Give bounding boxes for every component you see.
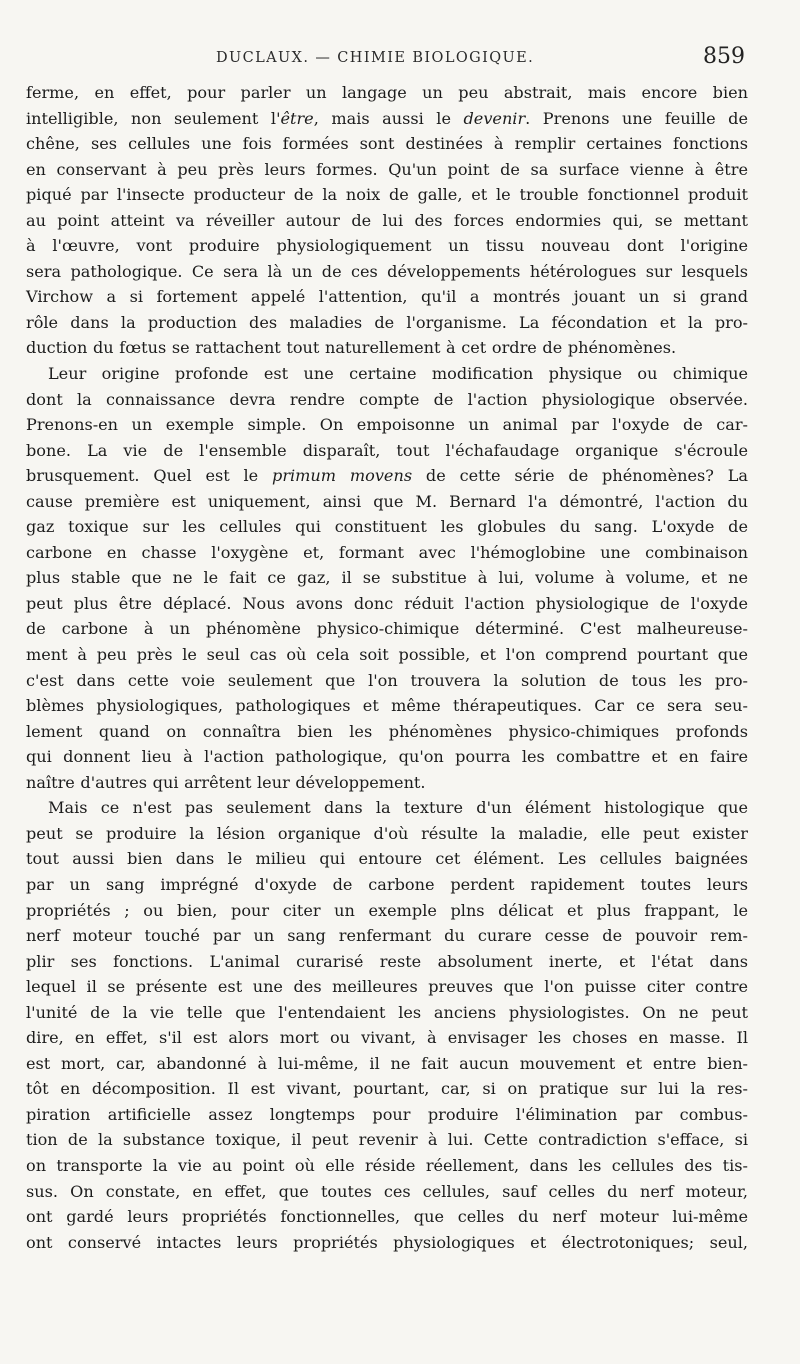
text-line: chêne, ses cellules une fois formées sont destinées à remplir certaines fonctions <box>26 134 748 154</box>
emphasized-text: primum movens <box>272 466 413 486</box>
text-line: tôt en décomposition. Il est vivant, pourtant, car, si on pratique sur lui la res- <box>26 1079 748 1099</box>
text-segment: , mais aussi le <box>313 108 464 128</box>
text-line: à l'œuvre, vont produire physiologiquement un tissu nouveau dont l'origine <box>26 236 748 256</box>
text-line: Virchow a si fortement appelé l'attention, qu'il a montrés jouant un si grand <box>26 287 748 307</box>
text-line: Mais ce n'est pas seulement dans la texture d'un élément histologique que <box>48 798 748 818</box>
text-line: peut plus être déplacé. Nous avons donc réduit l'action physiologique de l'oxyde <box>26 593 748 613</box>
text-line: lequel il se présente est une des meilleures preuves que l'on puisse citer contre <box>26 977 748 997</box>
page-header <box>0 44 800 78</box>
emphasized-text: être <box>280 108 314 128</box>
text-line: ont gardé leurs propriétés fonctionnelles, que celles du nerf moteur lui-même <box>26 1207 748 1227</box>
text-line: lement quand on connaîtra bien les phénomènes physico-chimiques profonds <box>26 721 748 741</box>
text-line: c'est dans cette voie seulement que l'on trouvera la solution de tous les pro- <box>26 670 748 690</box>
text-line: sera pathologique. Ce sera là un de ces développements hétérologues sur lesquels <box>26 261 748 281</box>
text-line: ment à peu près le seul cas où cela soit possible, et l'on comprend pourtant que <box>26 645 748 665</box>
text-line: tout aussi bien dans le milieu qui entoure cet élément. Les cellules baignées <box>26 849 748 869</box>
text-line: rôle dans la production des maladies de l'organisme. La fécondation et la pro- <box>26 312 748 332</box>
text-segment: de cette série de phénomènes? La <box>412 466 748 486</box>
text-line: l'unité de la vie telle que l'entendaient les anciens physiologistes. On ne peut <box>26 1002 748 1022</box>
emphasized-text: devenir <box>463 108 526 128</box>
text-segment: . Prenons une feuille de <box>525 108 748 128</box>
text-line: sus. On constate, en effet, que toutes ces cellules, sauf celles du nerf moteur, <box>26 1181 748 1201</box>
text-line <box>26 106 748 132</box>
text-line: ont conservé intactes leurs propriétés physiologiques et électrotoniques; seul, <box>26 1232 748 1252</box>
text-line <box>26 463 748 489</box>
text-line: est mort, car, abandonné à lui-même, il ne fait aucun mouvement et entre bien- <box>26 1053 748 1073</box>
text-line: Leur origine profonde est une certaine modification physique ou chimique <box>48 364 748 384</box>
text-segment: brusquement. Quel est le <box>26 466 273 486</box>
text-line: nerf moteur touché par un sang renfermant du curare cesse de pouvoir rem- <box>26 926 748 946</box>
text-line: bone. La vie de l'ensemble disparaît, tout l'échafaudage organique s'écroule <box>26 440 748 460</box>
text-line: blèmes physiologiques, pathologiques et même thérapeutiques. Car ce sera seu- <box>26 696 748 716</box>
text-line: en conservant à peu près leurs formes. Qu'un point de sa surface vienne à être <box>26 159 748 179</box>
text-line: gaz toxique sur les cellules qui constituent les globules du sang. L'oxyde de <box>26 517 748 537</box>
text-line: carbone en chasse l'oxygène et, formant avec l'hémoglobine une combinaison <box>26 542 748 562</box>
text-line: cause première est uniquement, ainsi que M. Bernard l'a démontré, l'action du <box>26 491 748 511</box>
text-line: tion de la substance toxique, il peut revenir à lui. Cette contradiction s'efface, si <box>26 1130 748 1150</box>
text-line: plus stable que ne le fait ce gaz, il se substitue à lui, volume à volume, et ne <box>26 568 748 588</box>
text-line: ferme, en effet, pour parler un langage un peu abstrait, mais encore bien <box>26 83 748 102</box>
text-segment: intelligible, non seulement l' <box>26 108 281 128</box>
text-line: au point atteint va réveiller autour de lui des forces endormies qui, se mettant <box>26 210 748 230</box>
body-text <box>26 80 748 1255</box>
text-line: piration artificielle assez longtemps pour produire l'élimination par combus- <box>26 1104 748 1124</box>
text-line: piqué par l'insecte producteur de la noix de galle, et le trouble fonctionnel produit <box>26 185 748 205</box>
text-line: propriétés ; ou bien, pour citer un exemple plns délicat et plus frappant, le <box>26 900 748 920</box>
text-line: dont la connaissance devra rendre compte de l'action physiologique observée. <box>26 389 748 409</box>
text-line: de carbone à un phénomène physico-chimique déterminé. C'est malheureuse- <box>26 619 748 639</box>
text-line: peut se produire la lésion organique d'où résulte la maladie, elle peut exister <box>26 823 748 843</box>
text-line: par un sang imprégné d'oxyde de carbone perdent rapidement toutes leurs <box>26 874 748 894</box>
text-line: naître d'autres qui arrêtent leur développement. <box>26 772 426 792</box>
text-line: duction du fœtus se rattachent tout naturellement à cet ordre de phénomènes. <box>26 338 677 358</box>
text-line: dire, en effet, s'il est alors mort ou vivant, à envisager les choses en masse. Il <box>26 1028 748 1048</box>
text-line: Prenons-en un exemple simple. On empoisonne un animal par l'oxyde de car- <box>26 415 748 435</box>
text-line: on transporte la vie au point où elle réside réellement, dans les cellules des tis- <box>26 1155 748 1175</box>
text-line: qui donnent lieu à l'action pathologique, qu'on pourra les combattre et en faire <box>26 747 748 767</box>
running-title: DUCLAUX. — CHIMIE BIOLOGIQUE. <box>216 50 535 66</box>
page-number: 859 <box>703 44 745 69</box>
text-line: plir ses fonctions. L'animal curarisé reste absolument inerte, et l'état dans <box>26 951 748 971</box>
